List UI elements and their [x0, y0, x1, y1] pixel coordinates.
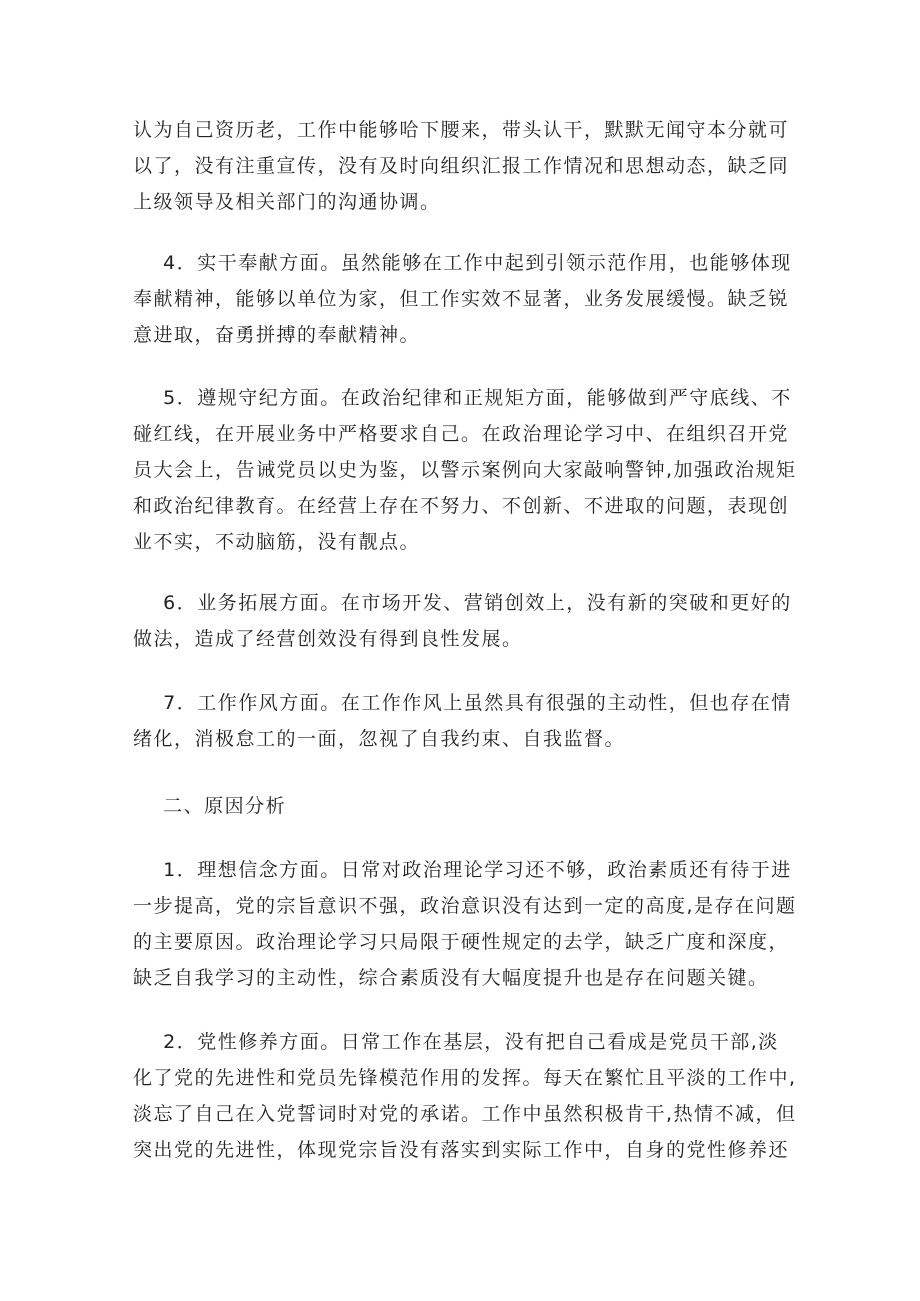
paragraph-reason-1: [133, 852, 797, 996]
text-line: 碰红线，在开展业务中严格要求自己。在政治理论学习中、在组织召开党: [133, 423, 790, 445]
text-line: 业不实，不动脑筋，没有靓点。: [133, 531, 421, 553]
text-line: 的主要原因。政治理论学习只局限于硬性规定的去学，缺乏广度和深度，: [133, 931, 790, 953]
text-line: 意进取，奋勇拼搏的奉献精神。: [133, 324, 421, 346]
text-line: 1．理想信念方面。日常对政治理论学习还不够，政治素质还有待于进: [133, 859, 792, 881]
text-line: 做法，造成了经营创效没有得到良性发展。: [133, 628, 523, 650]
text-line: 缺乏自我学习的主动性，综合素质没有大幅度提升也是存在问题关键。: [133, 967, 769, 989]
text-line: 绪化，消极怠工的一面，忽视了自我约束、自我监督。: [133, 728, 626, 750]
paragraph-item-4: [133, 245, 793, 353]
text-line: 和政治纪律教育。在经营上存在不努力、不创新、不进取的问题，表现创: [133, 495, 790, 517]
text-line: 上级领导及相关部门的沟通协调。: [133, 191, 441, 213]
text-line: 4．实干奉献方面。虽然能够在工作中起到引领示范作用，也能够体现: [133, 252, 792, 274]
text-line: 突出党的先进性，体现党宗旨没有落实到实际工作中，自身的党性修养还: [133, 1139, 790, 1161]
text-line: 6．业务拓展方面。在市场开发、营销创效上，没有新的突破和更好的: [133, 592, 792, 614]
paragraph-item-6: [133, 585, 793, 657]
paragraph-item-7: [133, 685, 793, 757]
text-line: 5．遵规守纪方面。在政治纪律和正规矩方面，能够做到严守底线、不: [133, 387, 792, 409]
text-line: 员大会上，告诫党员以史为鉴，以警示案例向大家敲响警钟,加强政治规矩: [133, 459, 797, 481]
text-line: 以了，没有注重宣传，没有及时向组织汇报工作情况和思想动态，缺乏同: [133, 155, 790, 177]
text-line: 化了党的先进性和党员先锋模范作用的发挥。每天在繁忙且平淡的工作中,: [133, 1067, 797, 1089]
paragraph-item-5: [133, 380, 797, 560]
text-line: 7．工作作风方面。在工作作风上虽然具有很强的主动性，但也存在情: [133, 692, 792, 714]
text-line: 奉献精神，能够以单位为家，但工作实效不显著，业务发展缓慢。缺乏锐: [133, 288, 790, 310]
paragraph-reason-2: [133, 1024, 797, 1168]
text-line: 淡忘了自己在入党誓词时对党的承诺。工作中虽然积极肯干,热情不减，但: [133, 1103, 797, 1125]
text-line: 认为自己资历老，工作中能够哈下腰来，带头认干，默默无闻守本分就可: [133, 119, 790, 141]
heading-text: 二、原因分析: [133, 795, 287, 817]
text-line: 2．党性修养方面。日常工作在基层，没有把自己看成是党员干部,淡: [133, 1031, 779, 1053]
text-line: 一步提高，党的宗旨意识不强，政治意识没有达到一定的高度,是存在问题: [133, 895, 797, 917]
paragraph-continuation: [133, 112, 793, 220]
section-heading: [133, 788, 793, 824]
